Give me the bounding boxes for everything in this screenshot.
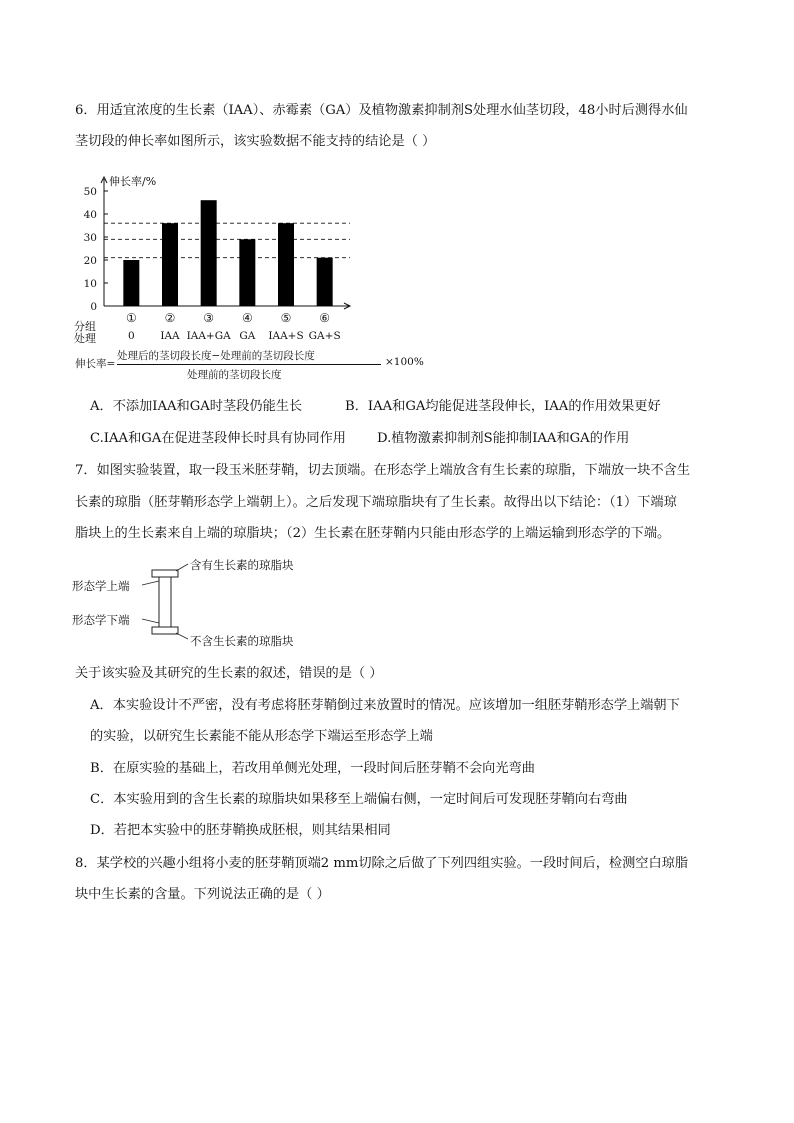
q7-question: 关于该实验及其研究的生长素的叙述，错误的是（ ） (75, 666, 383, 681)
treatment-label-3: IAA+GA (186, 330, 231, 342)
formula-denominator: 处理前的茎切段长度 (187, 369, 282, 381)
upper-end-label: 形态学上端 (72, 579, 130, 593)
group-label-1: ① (125, 311, 137, 325)
coleoptile-segment (159, 577, 171, 627)
bar-4 (239, 239, 255, 306)
bar-1 (123, 260, 139, 306)
q7-option-b[interactable]: B．在原实验的基础上，若改用单侧光处理，一段时间后胚芽鞘不会向光弯曲 (90, 761, 535, 776)
q7-stem-line-3: 脂块上的生长素来自上端的琼脂块；（2）生长素在胚芽鞘内只能由形态学的上端运输到形态学的下端。 (75, 526, 671, 541)
group-label-5: ⑤ (280, 311, 292, 325)
q7-option-a-line-1[interactable]: A．本实验设计不严密，没有考虑将胚芽鞘倒过来放置时的情况。应该增加一组胚芽鞘形态学上端朝下 (90, 698, 680, 713)
y-tick-label: 0 (90, 301, 97, 313)
q7-stem-line-1: 7．如图实验装置，取一段玉米胚芽鞘，切去顶端。在形态学上端放含有生长素的琼脂，下端放一块不含生 (75, 463, 691, 478)
top-block-label: 含有生长素的琼脂块 (190, 558, 294, 572)
q6-option-a[interactable]: A．不添加IAA和GA时茎段仍能生长 (90, 399, 303, 414)
treatment-label-4: GA (239, 330, 256, 342)
bottom-block-leader (176, 633, 188, 639)
q7-option-a-line-2[interactable]: 的实验，以研究生长素能不能从形态学下端运至形态学上端 (90, 729, 433, 744)
y-tick-label: 40 (83, 209, 97, 221)
q6-stem-line-1: 6．用适宜浓度的生长素（IAA）、赤霉素（GA）及植物激素抑制剂S处理水仙茎切段，48小时后测得水仙 (75, 103, 688, 118)
bar-6 (317, 258, 333, 306)
top-block-leader (176, 564, 188, 571)
q7-option-c[interactable]: C．本实验用到的含生长素的琼脂块如果移至上端偏右侧，一定时间后可发现胚芽鞘向右弯曲 (90, 792, 628, 807)
y-axis-label: 伸长率/% (109, 175, 157, 188)
y-tick-label: 20 (83, 255, 97, 267)
q6-option-c[interactable]: C.IAA和GA在促进茎段伸长时具有协同作用 (90, 431, 346, 446)
q6-stem-line-2: 茎切段的伸长率如图所示，该实验数据不能支持的结论是（ ） (75, 134, 436, 149)
q6-option-b[interactable]: B．IAA和GA均能促进茎段伸长，IAA的作用效果更好 (345, 399, 661, 414)
formula-fraction-bar (117, 364, 381, 365)
elongation-bar-chart (70, 170, 360, 345)
treatment-label-6: GA+S (308, 330, 341, 342)
bar-2 (162, 223, 178, 306)
bottom-block-label: 不含生长素的琼脂块 (190, 634, 294, 648)
y-tick-label: 50 (83, 186, 97, 198)
treatment-label-5: IAA+S (268, 330, 304, 342)
y-tick-label: 30 (83, 232, 97, 244)
group-label-2: ② (164, 311, 176, 325)
formula-numerator: 处理后的茎切段长度−处理前的茎切段长度 (117, 350, 315, 362)
top-agar-block (152, 570, 178, 577)
q8-stem-line-1: 8．某学校的兴趣小组将小麦的胚芽鞘顶端2 mm切除之后做了下列四组实验。一段时间后，检测空白琼脂 (75, 856, 689, 871)
group-label-6: ⑥ (319, 311, 331, 325)
lower-end-leader (142, 619, 159, 623)
group-label-3: ③ (203, 311, 215, 325)
treatment-label-2: IAA (160, 330, 180, 342)
y-tick-label: 10 (83, 278, 97, 290)
group-label-4: ④ (241, 311, 253, 325)
formula-lhs: 伸长率= (75, 358, 116, 370)
q8-stem-line-2: 块中生长素的含量。下列说法正确的是（ ） (75, 887, 330, 902)
treatment-label-1: 0 (127, 330, 135, 342)
q7-stem-line-2: 长素的琼脂（胚芽鞘形态学上端朝上）。之后发现下端琼脂块有了生长素。故得出以下结论：（1）下端琼 (75, 495, 677, 510)
bar-3 (201, 200, 217, 306)
q7-option-d[interactable]: D．若把本实验中的胚芽鞘换成胚根，则其结果相同 (90, 823, 391, 838)
bar-5 (278, 223, 294, 306)
formula-rhs: ×100% (385, 356, 424, 368)
bottom-agar-block (152, 627, 178, 634)
group-row-label: 分组 (74, 320, 96, 333)
treatment-row-label: 处理 (74, 332, 96, 345)
upper-end-leader (142, 581, 159, 585)
q6-option-d[interactable]: D.植物激素抑制剂S能抑制IAA和GA的作用 (377, 431, 630, 446)
lower-end-label: 形态学下端 (72, 613, 130, 627)
